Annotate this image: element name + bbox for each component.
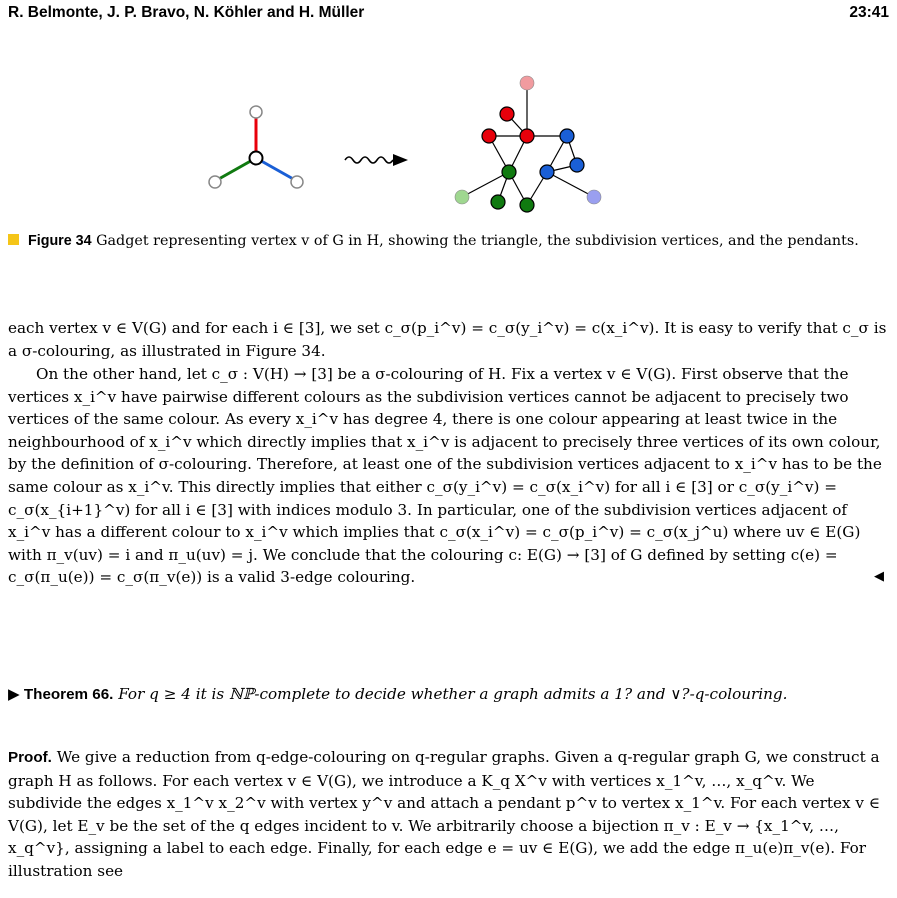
star-leaf-top — [250, 106, 262, 118]
gadget-graph — [455, 76, 601, 212]
theorem-66 — [8, 683, 890, 707]
proof-label: Proof. — [8, 749, 52, 766]
node-red — [520, 129, 534, 143]
node-blue — [540, 165, 554, 179]
node-blue — [570, 158, 584, 172]
node-green — [502, 165, 516, 179]
proof — [8, 746, 890, 883]
header-authors: R. Belmonte, J. P. Bravo, N. Köhler and H. Müller — [8, 4, 365, 21]
paragraph-2: On the other hand, let c_σ : V(H) → [3] be a σ-colouring of H. Fix a vertex v ∈ V(G). First observe that the vertices x_i^v have pairwise different colours as the subdivision vertices cannot be adjacent to precisely two vertices of the same colour. As every x_i^v has degree 4, there is one colour appearing at least twice in the neighbourhood of x_i^v which directly implies that x_i^v is adjacent to precisely three vertices of its own colour, by the definition of σ-colouring. Therefore, at least one of the subdivision vertices adjacent to x_i^v has to be the same colour as x_i^v. This directly implies that either c_σ(y_i^v) = c_σ(x_i^v) for all i ∈ [3] or c_σ(y_i^v) = c_σ(x_{i+1}^v) for all i ∈ [3] with indices modulo 3. In particular, one of the subdivision vertices adjacent of x_i^v has a different colour to x_i^v which implies that c_σ(x_i^v) = c_σ(p_i^v) = c_σ(x_j^u) where uv ∈ E(G) with π_v(uv) = i and π_u(uv) = j. We conclude that the colouring c: E(G) → [3] of G defined by setting c(e) = c_σ(π_u(e)) = c_σ(π_v(e)) is a valid 3-edge colouring. ◀ — [8, 363, 890, 589]
figure-caption — [8, 231, 888, 252]
paragraph-1: each vertex v ∈ V(G) and for each i ∈ [3], we set c_σ(p_i^v) = c_σ(y_i^v) = c(x_i^v). It is easy to verify that c_σ is a σ-colouring, as illustrated in Figure 34. — [8, 319, 887, 360]
pendant-green — [455, 190, 469, 204]
proof-text: We give a reduction from q-edge-colouring on q-regular graphs. Given a q-regular graph G, we construct a graph H as follows. For each vertex v ∈ V(G), we introduce a K_q X^v with vertices x_1^v, …, x_q^v. We subdivide the edges x_1^v x_2^v with vertex y^v and attach a pendant p^v to vertex x_1^v. For each vertex v ∈ V(G), let E_v be the set of the q edges incident to v. We arbitrarily choose a bijection π_v : E_v → {x_1^v, …, x_q^v}, assigning a label to each edge. Finally, for each edge e = uv ∈ E(G), we add the edge π_u(e)π_v(e). For illustration see — [8, 748, 881, 880]
pendant-blue — [587, 190, 601, 204]
node-green — [520, 198, 534, 212]
star-center — [250, 152, 263, 165]
caption-text: Gadget representing vertex v of G in H, showing the triangle, the subdivision vertices, and the pendants. — [96, 233, 859, 249]
node-blue — [560, 129, 574, 143]
caption-label: Figure 34 — [28, 233, 92, 249]
star-leaf-left — [209, 176, 221, 188]
running-header — [8, 4, 889, 30]
header-page-number: 23:41 — [849, 4, 889, 21]
vertex-star — [209, 106, 303, 188]
theorem-text: For q ≥ 4 it is ℕℙ-complete to decide whether a graph admits a 1? and ∨?-q-colouring. — [118, 685, 788, 703]
qed-icon: ◀ — [874, 569, 884, 585]
theorem-label: ▶ Theorem 66. — [8, 686, 114, 703]
star-leaf-right — [291, 176, 303, 188]
node-red — [482, 129, 496, 143]
pendant-red — [520, 76, 534, 90]
figure-34-gadget — [195, 72, 615, 217]
squiggle-arrow-icon — [345, 154, 408, 166]
node-red — [500, 107, 514, 121]
caption-marker-icon — [8, 234, 19, 245]
node-green — [491, 195, 505, 209]
